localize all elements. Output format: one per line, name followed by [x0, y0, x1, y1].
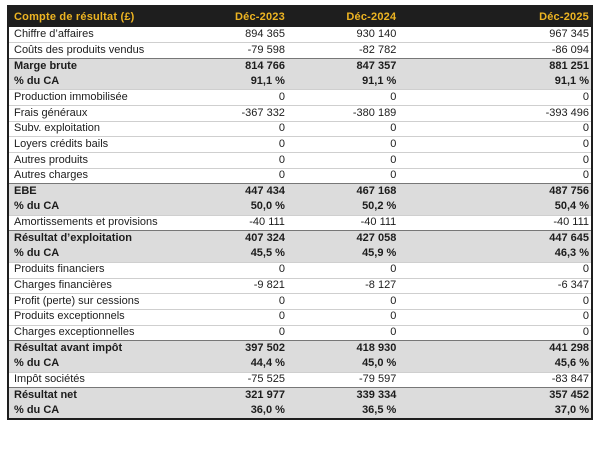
row-value-dec-2024: 0: [287, 153, 398, 169]
row-label: Produits financiers: [8, 262, 193, 278]
row-value-dec-2024: 0: [287, 325, 398, 341]
row-value-dec-2025: 487 756: [398, 184, 592, 200]
row-value-dec-2025: 37,0 %: [398, 404, 592, 420]
table-row: [8, 74, 592, 90]
row-value-dec-2025: 0: [398, 262, 592, 278]
row-value-dec-2023: 91,1 %: [193, 74, 287, 90]
row-value-dec-2025: -393 496: [398, 105, 592, 121]
row-label: % du CA: [8, 74, 193, 90]
table-row: [8, 121, 592, 137]
table-row: [8, 341, 592, 357]
row-value-dec-2023: 407 324: [193, 231, 287, 247]
row-label: Amortissements et provisions: [8, 215, 193, 231]
row-label: % du CA: [8, 247, 193, 263]
row-value-dec-2023: -79 598: [193, 43, 287, 59]
row-label: Marge brute: [8, 58, 193, 74]
row-value-dec-2025: 0: [398, 325, 592, 341]
column-header-dec-2024: Déc-2024: [287, 6, 398, 27]
row-value-dec-2023: -40 111: [193, 215, 287, 231]
income-statement-table: [7, 5, 593, 420]
table-row: [8, 215, 592, 231]
row-value-dec-2024: 45,0 %: [287, 356, 398, 372]
row-value-dec-2023: 0: [193, 153, 287, 169]
row-value-dec-2024: 418 930: [287, 341, 398, 357]
table-row: [8, 372, 592, 388]
row-value-dec-2025: 357 452: [398, 388, 592, 404]
row-value-dec-2024: 0: [287, 262, 398, 278]
row-label: Produits exceptionnels: [8, 309, 193, 325]
row-value-dec-2024: 0: [287, 90, 398, 106]
row-value-dec-2023: 45,5 %: [193, 247, 287, 263]
row-label: Charges financières: [8, 278, 193, 294]
header-row: [8, 6, 592, 27]
row-label: Résultat avant impôt: [8, 341, 193, 357]
row-value-dec-2025: 0: [398, 121, 592, 137]
row-value-dec-2025: 0: [398, 137, 592, 153]
table-row: [8, 90, 592, 106]
row-value-dec-2023: -367 332: [193, 105, 287, 121]
column-header-dec-2023: Déc-2023: [193, 6, 287, 27]
income-statement-body: [8, 27, 592, 419]
table-row: [8, 325, 592, 341]
row-value-dec-2025: 967 345: [549, 27, 589, 40]
row-value-dec-2023: 0: [193, 168, 287, 184]
row-value-dec-2023: 397 502: [193, 341, 287, 357]
table-row: [8, 43, 592, 59]
row-value-dec-2023: 447 434: [193, 184, 287, 200]
row-label: % du CA: [8, 404, 193, 420]
row-value-dec-2023: 44,4 %: [193, 356, 287, 372]
row-value-dec-2023: 36,0 %: [193, 404, 287, 420]
table-row: [8, 404, 592, 420]
row-label: Autres produits: [8, 153, 193, 169]
row-value-dec-2024: 930 140: [356, 27, 397, 40]
row-value-dec-2024: -8 127: [287, 278, 398, 294]
row-value-dec-2024: 0: [287, 168, 398, 184]
table-row: [8, 294, 592, 310]
row-value-dec-2024: 467 168: [287, 184, 398, 200]
table-header: [8, 6, 592, 27]
row-label: Impôt sociétés: [8, 372, 193, 388]
table-row: [8, 27, 592, 43]
row-value-dec-2025: 0: [398, 168, 592, 184]
row-value-dec-2024: -380 189: [287, 105, 398, 121]
table-row: [8, 153, 592, 169]
table-row: [8, 278, 592, 294]
row-value-dec-2025: -83 847: [398, 372, 592, 388]
row-value-dec-2023: 894 365: [245, 27, 285, 40]
row-label: Subv. exploitation: [8, 121, 193, 137]
row-value-dec-2025: -86 094: [398, 43, 592, 59]
row-label: EBE: [8, 184, 193, 200]
row-value-dec-2023: 814 766: [193, 58, 287, 74]
row-value-dec-2023: 321 977: [193, 388, 287, 404]
row-label: Résultat net: [8, 388, 193, 404]
row-value-dec-2024: 0: [287, 309, 398, 325]
row-label: Autres charges: [8, 168, 193, 184]
row-label: Chiffre d’affaires: [14, 27, 94, 40]
row-value-dec-2025: 0: [398, 309, 592, 325]
row-value-dec-2024: 36,5 %: [287, 404, 398, 420]
row-value-dec-2024: -40 111: [287, 215, 398, 231]
row-value-dec-2024: 427 058: [287, 231, 398, 247]
row-value-dec-2024: 45,9 %: [287, 247, 398, 263]
row-label: Coûts des produits vendus: [8, 43, 193, 59]
row-value-dec-2025: 0: [398, 90, 592, 106]
row-value-dec-2023: 0: [193, 325, 287, 341]
table-row: [8, 137, 592, 153]
row-value-dec-2024: 339 334: [287, 388, 398, 404]
row-label: Profit (perte) sur cessions: [8, 294, 193, 310]
row-value-dec-2025: -40 111: [398, 215, 592, 231]
table-row: [8, 105, 592, 121]
row-value-dec-2024: -79 597: [287, 372, 398, 388]
table-row: [8, 247, 592, 263]
table-row: [8, 262, 592, 278]
row-value-dec-2024: 50,2 %: [287, 200, 398, 216]
row-value-dec-2024: 91,1 %: [287, 74, 398, 90]
row-value-dec-2025: 0: [398, 153, 592, 169]
table-row: [8, 184, 592, 200]
row-label: Production immobilisée: [8, 90, 193, 106]
table-title: Compte de résultat (£): [8, 6, 193, 27]
row-value-dec-2023: 0: [193, 309, 287, 325]
row-label: Loyers crédits bails: [8, 137, 193, 153]
column-header-dec-2025: Déc-2025: [398, 6, 592, 27]
table-row: [8, 168, 592, 184]
row-value-dec-2025: 441 298: [398, 341, 592, 357]
row-value-dec-2024: 847 357: [287, 58, 398, 74]
row-value-dec-2024: 0: [287, 137, 398, 153]
row-value-dec-2025: 881 251: [398, 58, 592, 74]
row-value-dec-2024: 0: [287, 294, 398, 310]
table-row: [8, 231, 592, 247]
table-row: [8, 356, 592, 372]
row-value-dec-2023: 0: [193, 90, 287, 106]
row-label: Charges exceptionnelles: [8, 325, 193, 341]
row-value-dec-2023: 0: [193, 294, 287, 310]
row-value-dec-2023: 0: [193, 262, 287, 278]
row-label: % du CA: [8, 356, 193, 372]
row-value-dec-2025: -6 347: [398, 278, 592, 294]
row-value-dec-2025: 50,4 %: [398, 200, 592, 216]
row-value-dec-2025: 447 645: [398, 231, 592, 247]
row-value-dec-2025: 91,1 %: [398, 74, 592, 90]
row-value-dec-2025: 0: [398, 294, 592, 310]
table-row: [8, 58, 592, 74]
row-value-dec-2024: -82 782: [287, 43, 398, 59]
table-row: [8, 309, 592, 325]
row-value-dec-2023: 50,0 %: [193, 200, 287, 216]
row-value-dec-2025: 45,6 %: [398, 356, 592, 372]
row-value-dec-2024: 0: [287, 121, 398, 137]
row-value-dec-2023: -75 525: [193, 372, 287, 388]
row-value-dec-2023: -9 821: [193, 278, 287, 294]
row-label: Résultat d’exploitation: [8, 231, 193, 247]
table-row: [8, 388, 592, 404]
row-label: % du CA: [8, 200, 193, 216]
row-label: Frais généraux: [8, 105, 193, 121]
row-value-dec-2025: 46,3 %: [398, 247, 592, 263]
table-row: [8, 200, 592, 216]
row-value-dec-2023: 0: [193, 137, 287, 153]
row-value-dec-2023: 0: [193, 121, 287, 137]
